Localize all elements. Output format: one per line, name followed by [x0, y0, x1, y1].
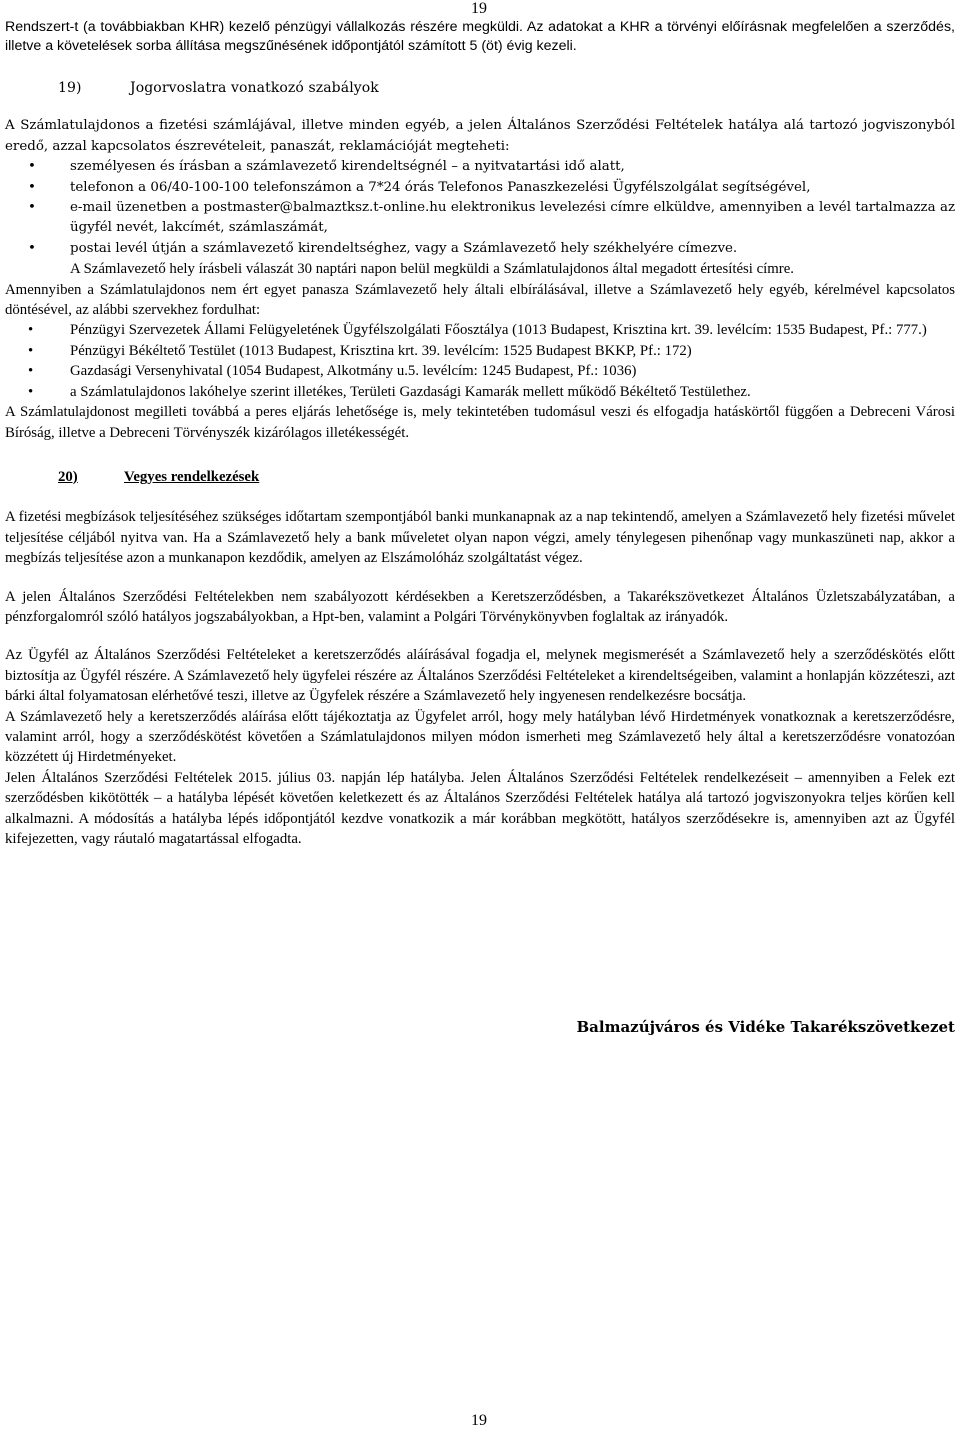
authorities-list: [5, 320, 955, 402]
section-20-paragraph: A fizetési megbízások teljesítéséhez szükséges időtartam szempontjából banki munkanapnak az a nap tekintendő, amelyen a Számlavezető hely fizetési művelet teljesítése céljából nyitva van. Ha a Számlavezető hely a bank műveletet olyan napon végzi, amely ténylegesen pihenőnap vagy munkaszüneti nap, akkor a megbízás teljesítése azon a munkanapon kezdődik, amelyen az Elszámolóház szolgáltatást végez.: [5, 509, 955, 567]
list-item: • Pénzügyi Szervezetek Állami Felügyeletének Ügyfélszolgálati Főosztálya (1013 Budapest, Krisztina krt. 39. levélcím: 1535 Budapest, Pf.: 777.): [5, 320, 955, 340]
bullet-icon: •: [28, 159, 36, 175]
signature-organization: Balmazújváros és Vidéke Takarékszövetkezet: [576, 1018, 955, 1036]
list-item: • személyesen és írásban a számlavezető kirendeltségnél – a nyitvatartási idő alatt,: [5, 157, 955, 177]
list-item: • telefonon a 06/40-100-100 telefonszámon a 7*24 órás Telefonos Panaszkezelési Ügyfélszolgálat segítségével,: [5, 178, 955, 198]
list-item: • a Számlatulajdonos lakóhelye szerint illetékes, Területi Gazdasági Kamarák mellett működő Békéltető Testülethez.: [5, 382, 955, 402]
section-20-heading: [58, 467, 955, 487]
section-20-paragraph: Az Ügyfél az Általános Szerződési Feltételeket a keretszerződés aláírásával fogadja el, melynek megismerését a Számlavezető hely a szerződéskötés előtt biztosítja az Ügyfél részére. A Számlavezető hely ügyfelei részére az Általános Szerződési Feltételeket a kirendeltségeiben, valamint a honlapján közzéteszi, azt bárki által folyamatosan elérhetővé teszi, illetve az Ügyfelek részére a Számlavezető hely ingyenesen rendelkezésre bocsátja.: [5, 647, 955, 705]
list-item: • postai levél útján a számlavezető kirendeltséghez, vagy a Számlavezető hely székhelyére címezve.: [5, 239, 955, 259]
complaint-channels-list: [5, 157, 955, 259]
section-19-intro: A Számlatulajdonos a fizetési számlájával, illetve minden egyéb, a jelen Általános Szerződési Feltételek hatálya alá tartozó jogviszonyból eredő, azzal kapcsolatos észrevételeit, panaszát, reklamációját megteheti:: [5, 118, 955, 154]
section-20-paragraph: A Számlavezető hely a keretszerződés aláírása előtt tájékoztatja az Ügyfelet arról, hogy mely hatályban lévő Hirdetmények vonatkoznak a keretszerződésre, valamint arról, hogy a szerződéskötést követően a Számlatulajdonos milyen módon ismerheti meg Számlavezető hely által a keretszerződésre vonatozóan közzétett új Hirdetményeket.: [5, 708, 955, 766]
page-number-bottom: 19: [471, 1412, 487, 1429]
court-paragraph: A Számlatulajdonost megilleti továbbá a peres eljárás lehetősége is, mely tekintetében tudomásul veszi és elfogadja hatáskörtől függően a Debreceni Városi Bíróság, illetve a Debreceni Törvényszék kizárólagos illetékességét.: [5, 404, 955, 441]
section-20-title: Vegyes rendelkezések: [124, 468, 260, 485]
bullet-icon: •: [28, 342, 34, 359]
page-content: [5, 78, 955, 849]
bullet-icon: •: [28, 383, 34, 400]
bullet-icon: •: [28, 200, 36, 216]
section-20-paragraph: A jelen Általános Szerződési Feltételekben nem szabályozott kérdésekben a Keretszerződésben, a Takarékszövetkezet Általános Üzletszabályzatában, a pénzforgalomról szóló hatályos jogszabályokban, a Hpt-ben, valamint a Polgári Törvénykönyvben foglaltak az irányadók.: [5, 588, 955, 625]
list-item: • Pénzügyi Békéltető Testület (1013 Budapest, Krisztina krt. 39. levélcím: 1525 Budapest BKKP, Pf.: 172): [5, 341, 955, 361]
page-number-top: 19: [471, 0, 487, 17]
response-note: A Számlavezető hely írásbeli válaszát 30 naptári napon belül megküldi a Számlatulajdonos által megadott értesítési címre.: [70, 261, 794, 278]
list-item: • e-mail üzenetben a postmaster@balmaztksz.t-online.hu elektronikus levelezési címre elküldve, amennyiben a levél tartalmazza az ügyfél nevét, lakcímét, számlaszámát,: [28, 200, 955, 236]
escalation-intro: Amennyiben a Számlatulajdonos nem ért egyet panasza Számlavezető hely általi elbírálásával, illetve a Számlavezető hely egyéb, kérelmével kapcsolatos döntésével, az alábbi szervekhez fordulhat:: [5, 281, 955, 319]
bullet-icon: •: [28, 363, 34, 380]
section-19-number: 19): [58, 80, 82, 96]
list-item: • Gazdasági Versenyhivatal (1054 Budapest, Alkotmány u.5. levélcím: 1245 Budapest, Pf.: 1036): [5, 361, 955, 381]
bullet-icon: •: [28, 240, 36, 256]
section-20-paragraph: Jelen Általános Szerződési Feltételek 2015. július 03. napján lép hatályba. Jelen Általános Szerződési Feltételek rendelkezéseit – amennyiben a Felek ezt szerződésben kikötötték – a hatályba lépését követően keletkezett és az Általános Szerződési Feltételek hatálya alá tartozó jogviszonyokra teljes körűen kell alkalmazni. A módosítás a hatályba lépés időpontjától kezdve vonatkozik a már korábban megkötött, hatályos szerződésekre is, amennyiben azt az Ügyfél kifejezetten, vagy ráutaló magatartással elfogadta.: [5, 769, 955, 847]
bullet-icon: •: [28, 179, 36, 195]
intro-paragraph: Rendszert-t (a továbbiakban KHR) kezelő pénzügyi vállalkozás részére megküldi. Az adatokat a KHR a törvényi előírásnak megfelelően a szerződés, illetve a követelések sorba állítása megszűnésének időpontjától számított 5 (öt) évig kezeli.: [5, 19, 955, 54]
section-19-title: Jogorvoslatra vonatkozó szabályok: [130, 80, 379, 96]
section-19-heading: [58, 78, 955, 98]
section-20-number: 20): [58, 468, 78, 485]
bullet-icon: •: [28, 322, 34, 339]
